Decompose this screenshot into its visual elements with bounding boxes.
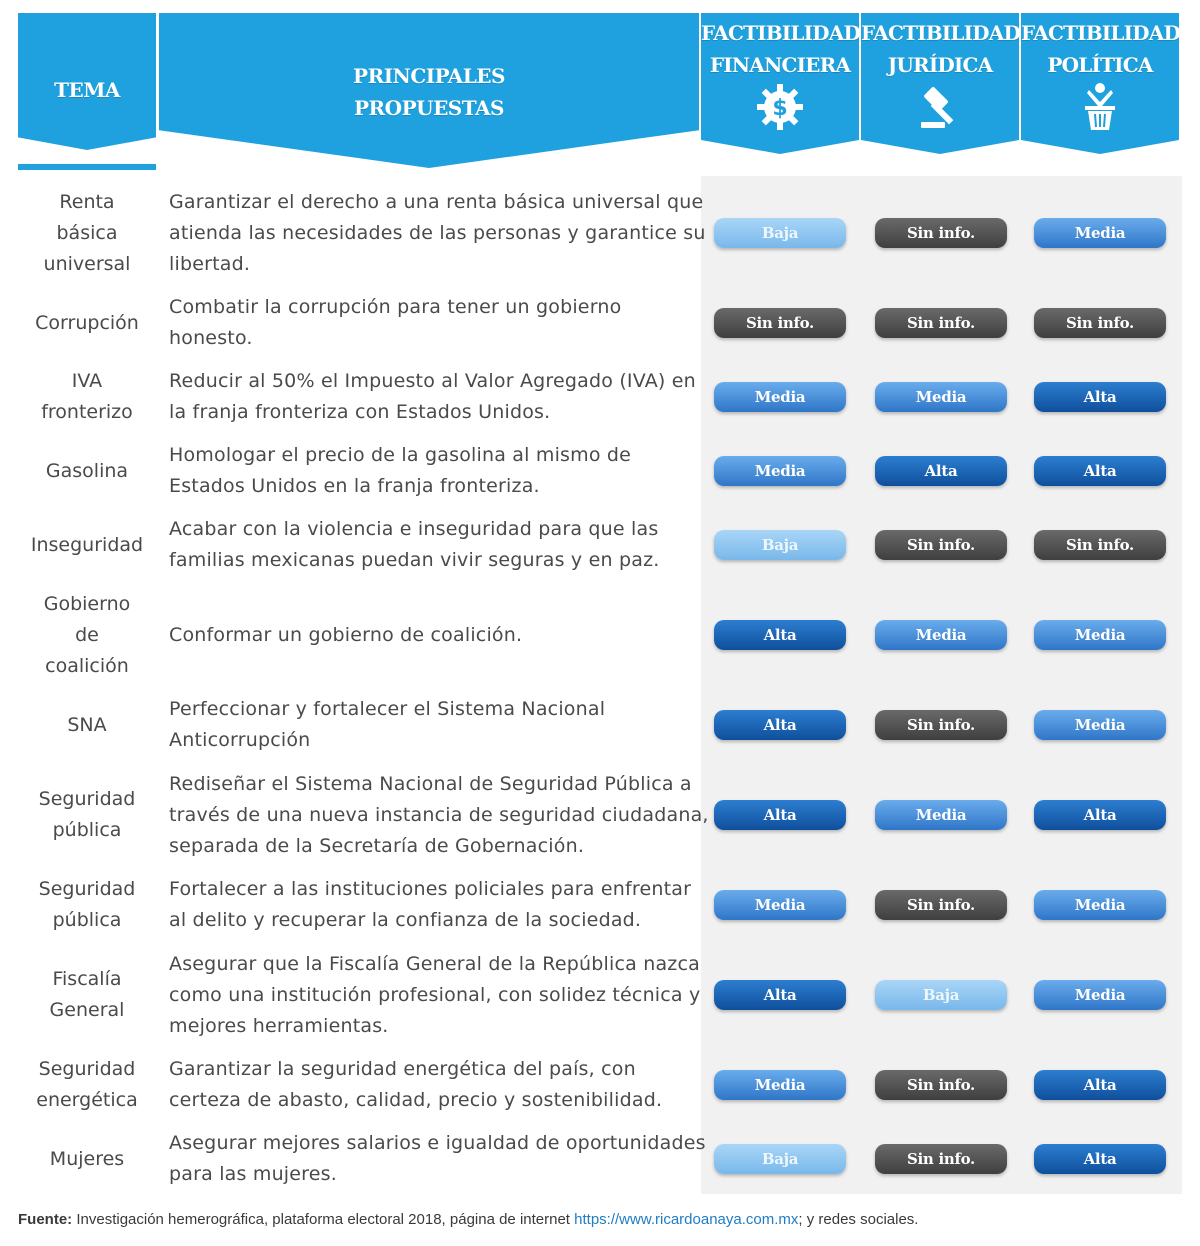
factibilidad-financiera-badge: Baja (714, 1144, 846, 1174)
header-tema (18, 0, 156, 170)
propuesta-cell: Rediseñar el Sistema Nacional de Seguridad Pública a través de una nueva instancia de seguridad ciudadana, separada de la Secretaría de Gobernación. (169, 772, 709, 857)
table-row (18, 582, 1182, 688)
factibilidad-juridica-badge: Baja (875, 980, 1007, 1010)
factibilidad-juridica-badge: Sin info. (875, 1070, 1007, 1100)
propuesta-cell: Combatir la corrupción para tener un gobierno honesto. (169, 296, 622, 349)
factibilidad-juridica-badge: Sin info. (875, 218, 1007, 248)
factibilidad-politica-badge: Sin info. (1034, 308, 1166, 338)
factibilidad-juridica-badge: Sin info. (875, 890, 1007, 920)
factibilidad-financiera-badge: Media (714, 1070, 846, 1100)
dollar-gear-icon (755, 82, 805, 132)
source-note (18, 1211, 918, 1228)
factibilidad-juridica-badge: Alta (875, 456, 1007, 486)
factibilidad-financiera-badge: Media (714, 382, 846, 412)
factibilidad-juridica-badge: Sin info. (875, 530, 1007, 560)
tema-cell: Renta básica universal (43, 190, 131, 275)
factibilidad-financiera-badge: Alta (714, 710, 846, 740)
factibilidad-politica-badge: Media (1034, 218, 1166, 248)
table-row (18, 434, 1182, 508)
factibilidad-politica-badge: Alta (1034, 1070, 1166, 1100)
header-tema-label: TEMA (54, 78, 120, 102)
source-link[interactable]: https://www.ricardoanaya.com.mx (574, 1211, 799, 1228)
factibilidad-juridica-badge: Media (875, 800, 1007, 830)
table-row (18, 360, 1182, 434)
table-row (18, 762, 1182, 868)
header-propuestas-label: PRINCIPALES PROPUESTAS (353, 64, 505, 120)
propuesta-cell: Asegurar mejores salarios e igualdad de oportunidades para las mujeres. (169, 1132, 706, 1185)
factibilidad-financiera-badge: Alta (714, 980, 846, 1010)
header-politica-label: FACTIBILIDAD POLÍTICA (1021, 21, 1180, 77)
factibilidad-financiera-badge: Alta (714, 800, 846, 830)
propuesta-cell: Homologar el precio de la gasolina al mismo de Estados Unidos en la franja fronteriza. (169, 444, 632, 497)
propuesta-cell: Acabar con la violencia e inseguridad para que las familias mexicanas puedan vivir seguras y en paz. (169, 518, 660, 571)
header-factibilidad-politica (1021, 0, 1179, 170)
table-row (18, 688, 1182, 762)
factibilidad-juridica-badge: Media (875, 382, 1007, 412)
factibilidad-politica-badge: Alta (1034, 456, 1166, 486)
tema-cell: Mujeres (49, 1147, 125, 1170)
ballot-box-icon (1075, 82, 1125, 132)
tema-cell: Inseguridad (30, 533, 144, 556)
tema-cell: Fiscalía General (49, 968, 125, 1021)
factibilidad-financiera-badge: Sin info. (714, 308, 846, 338)
factibilidad-politica-badge: Media (1034, 890, 1166, 920)
tema-cell: Gobierno de coalición (43, 592, 131, 677)
factibilidad-politica-badge: Media (1034, 980, 1166, 1010)
tema-cell: SNA (67, 713, 107, 736)
factibilidad-financiera-badge: Media (714, 456, 846, 486)
propuesta-cell: Perfeccionar y fortalecer el Sistema Nacional Anticorrupción (169, 698, 606, 751)
propuesta-cell: Fortalecer a las instituciones policiales para enfrentar al delito y recuperar la confianza de la sociedad. (169, 878, 692, 931)
tema-cell: Gasolina (45, 459, 129, 482)
tema-cell: Seguridad pública (38, 878, 136, 931)
tema-cell: Corrupción (35, 311, 139, 334)
header-juridica-label: FACTIBILIDAD JURÍDICA (861, 21, 1020, 77)
factibilidad-financiera-badge: Baja (714, 218, 846, 248)
factibilidad-juridica-badge: Sin info. (875, 308, 1007, 338)
factibilidad-politica-badge: Media (1034, 710, 1166, 740)
table-row (18, 1048, 1182, 1122)
tema-cell: Seguridad pública (38, 788, 136, 841)
table-row (18, 286, 1182, 360)
propuesta-cell: Conformar un gobierno de coalición. (169, 623, 523, 646)
header-factibilidad-juridica (861, 0, 1019, 170)
gavel-icon (915, 82, 965, 132)
table-row (18, 180, 1182, 286)
table-row (18, 1122, 1182, 1196)
svg-text:$: $ (772, 96, 788, 121)
tema-cell: Seguridad energética (36, 1058, 138, 1111)
factibilidad-politica-badge: Alta (1034, 1144, 1166, 1174)
factibilidad-financiera-badge: Media (714, 890, 846, 920)
factibilidad-juridica-badge: Sin info. (875, 1144, 1007, 1174)
factibilidad-juridica-badge: Media (875, 620, 1007, 650)
source-tail: ; y redes sociales. (798, 1211, 919, 1228)
table-row (18, 942, 1182, 1048)
factibilidad-politica-badge: Alta (1034, 800, 1166, 830)
propuesta-cell: Garantizar el derecho a una renta básica universal que atienda las necesidades de las personas y garantice su libertad. (169, 190, 706, 275)
factibilidad-politica-badge: Alta (1034, 382, 1166, 412)
proposals-table (18, 180, 1182, 1196)
factibilidad-politica-badge: Media (1034, 620, 1166, 650)
source-text: Investigación hemerográfica, plataforma electoral 2018, página de internet (72, 1211, 575, 1228)
header-factibilidad-financiera (701, 0, 859, 170)
table-row (18, 868, 1182, 942)
tema-cell: IVA fronterizo (41, 370, 133, 423)
header-propuestas (159, 0, 699, 170)
propuesta-cell: Reducir al 50% el Impuesto al Valor Agregado (IVA) en la franja fronteriza con Estados Unidos. (169, 370, 696, 423)
source-label: Fuente: (18, 1211, 73, 1228)
factibilidad-financiera-badge: Baja (714, 530, 846, 560)
table-row (18, 508, 1182, 582)
propuesta-cell: Asegurar que la Fiscalía General de la República nazca como una institución profesional, con solidez técnica y mejores herramientas. (169, 952, 701, 1037)
header-financiera-label: FACTIBILIDAD FINANCIERA (701, 21, 860, 77)
factibilidad-politica-badge: Sin info. (1034, 530, 1166, 560)
factibilidad-financiera-badge: Alta (714, 620, 846, 650)
propuesta-cell: Garantizar la seguridad energética del país, con certeza de abasto, calidad, precio y sostenibilidad. (169, 1058, 663, 1111)
factibilidad-juridica-badge: Sin info. (875, 710, 1007, 740)
